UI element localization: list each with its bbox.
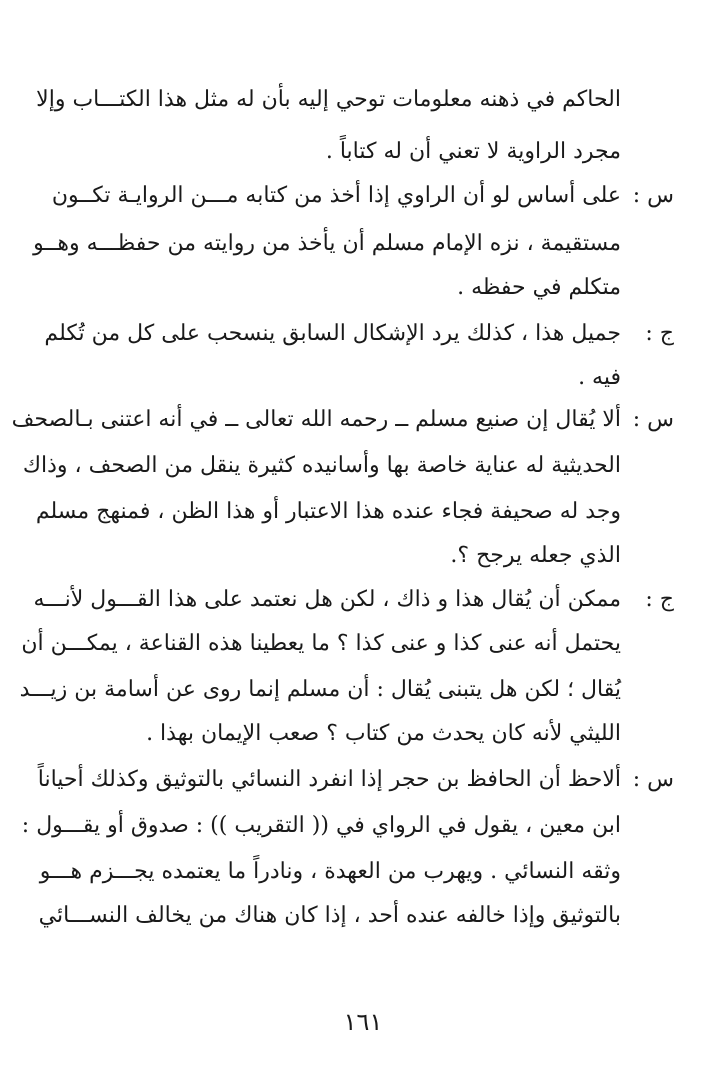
line-text: مجرد الراوية لا تعني أن له كتاباً . — [325, 139, 621, 164]
line-text: مستقيمة ، نزه الإمام مسلم أن يأخذ من روايته من حفظـــه وهــو — [33, 231, 621, 256]
text-line — [0, 492, 726, 532]
text-line — [0, 580, 726, 620]
line-text: على أساس لو أن الراوي إذا أخذ من كتابه مـــن الروايـة تكــون — [51, 183, 621, 208]
text-line — [0, 80, 726, 120]
line-text: بالتوثيق وإذا خالفه عنده أحد ، إذا كان هناك من يخالف النســـائي — [38, 903, 621, 928]
question-label: س : — [632, 767, 674, 792]
line-text: الحديثية له عناية خاصة بها وأسانيده كثيرة ينقل من الصحف ، وذاك — [22, 453, 621, 478]
text-line — [0, 176, 726, 216]
line-text: الليثي لأنه كان يحدث من كتاب ؟ صعب الإيمان بهذا . — [146, 721, 621, 746]
text-line — [0, 446, 726, 486]
answer-label: ج : — [645, 321, 674, 346]
text-line — [0, 806, 726, 846]
line-text: ممكن أن يُقال هذا و ذاك ، لكن هل نعتمد على هذا القـــول لأنـــه — [33, 587, 621, 612]
line-text: ابن معين ، يقول في الرواي في (( التقريب )) : صدوق أو يقـــول : — [21, 813, 621, 838]
line-text: الحاكم في ذهنه معلومات توحي إليه بأن له مثل هذا الكتـــاب وإلا — [36, 87, 621, 112]
text-line — [0, 896, 726, 936]
text-line — [0, 358, 726, 398]
text-line — [0, 224, 726, 264]
question-label: س : — [632, 407, 674, 432]
text-line — [0, 760, 726, 800]
text-line — [0, 268, 726, 308]
line-text: متكلم في حفظه . — [457, 275, 621, 300]
line-text: الذي جعله يرجح ؟. — [450, 543, 621, 568]
line-text: ألا يُقال إن صنيع مسلم ــ رحمه الله تعالى ــ في أنه اعتنى بـالصحف — [11, 407, 621, 432]
line-text: جميل هذا ، كذلك يرد الإشكال السابق ينسحب على كل من تُكلم — [44, 321, 621, 346]
line-text: فيه . — [578, 365, 621, 390]
line-text: يُقال ؛ لكن هل يتبنى يُقال : أن مسلم إنما روى عن أسامة بن زيـــد — [19, 677, 621, 702]
line-text: يحتمل أنه عنى كذا و عنى كذا ؟ ما يعطينا هذه القناعة ، يمكـــن أن — [21, 631, 621, 656]
line-text: وثقه النسائي . ويهرب من العهدة ، ونادراً ما يعتمده يجـــزم هـــو — [39, 859, 621, 884]
line-text: ألاحظ أن الحافظ بن حجر إذا انفرد النسائي بالتوثيق وكذلك أحياناً — [37, 767, 621, 792]
text-line — [0, 670, 726, 710]
text-line — [0, 400, 726, 440]
text-line — [0, 132, 726, 172]
line-text: وجد له صحيفة فجاء عنده هذا الاعتبار أو هذا الظن ، فمنهج مسلم — [35, 499, 621, 524]
answer-label: ج : — [645, 587, 674, 612]
question-label: س : — [632, 183, 674, 208]
text-line — [0, 624, 726, 664]
text-line — [0, 536, 726, 576]
text-line — [0, 714, 726, 754]
text-line — [0, 852, 726, 892]
page-number: ١٦١ — [343, 1008, 383, 1036]
text-line — [0, 314, 726, 354]
